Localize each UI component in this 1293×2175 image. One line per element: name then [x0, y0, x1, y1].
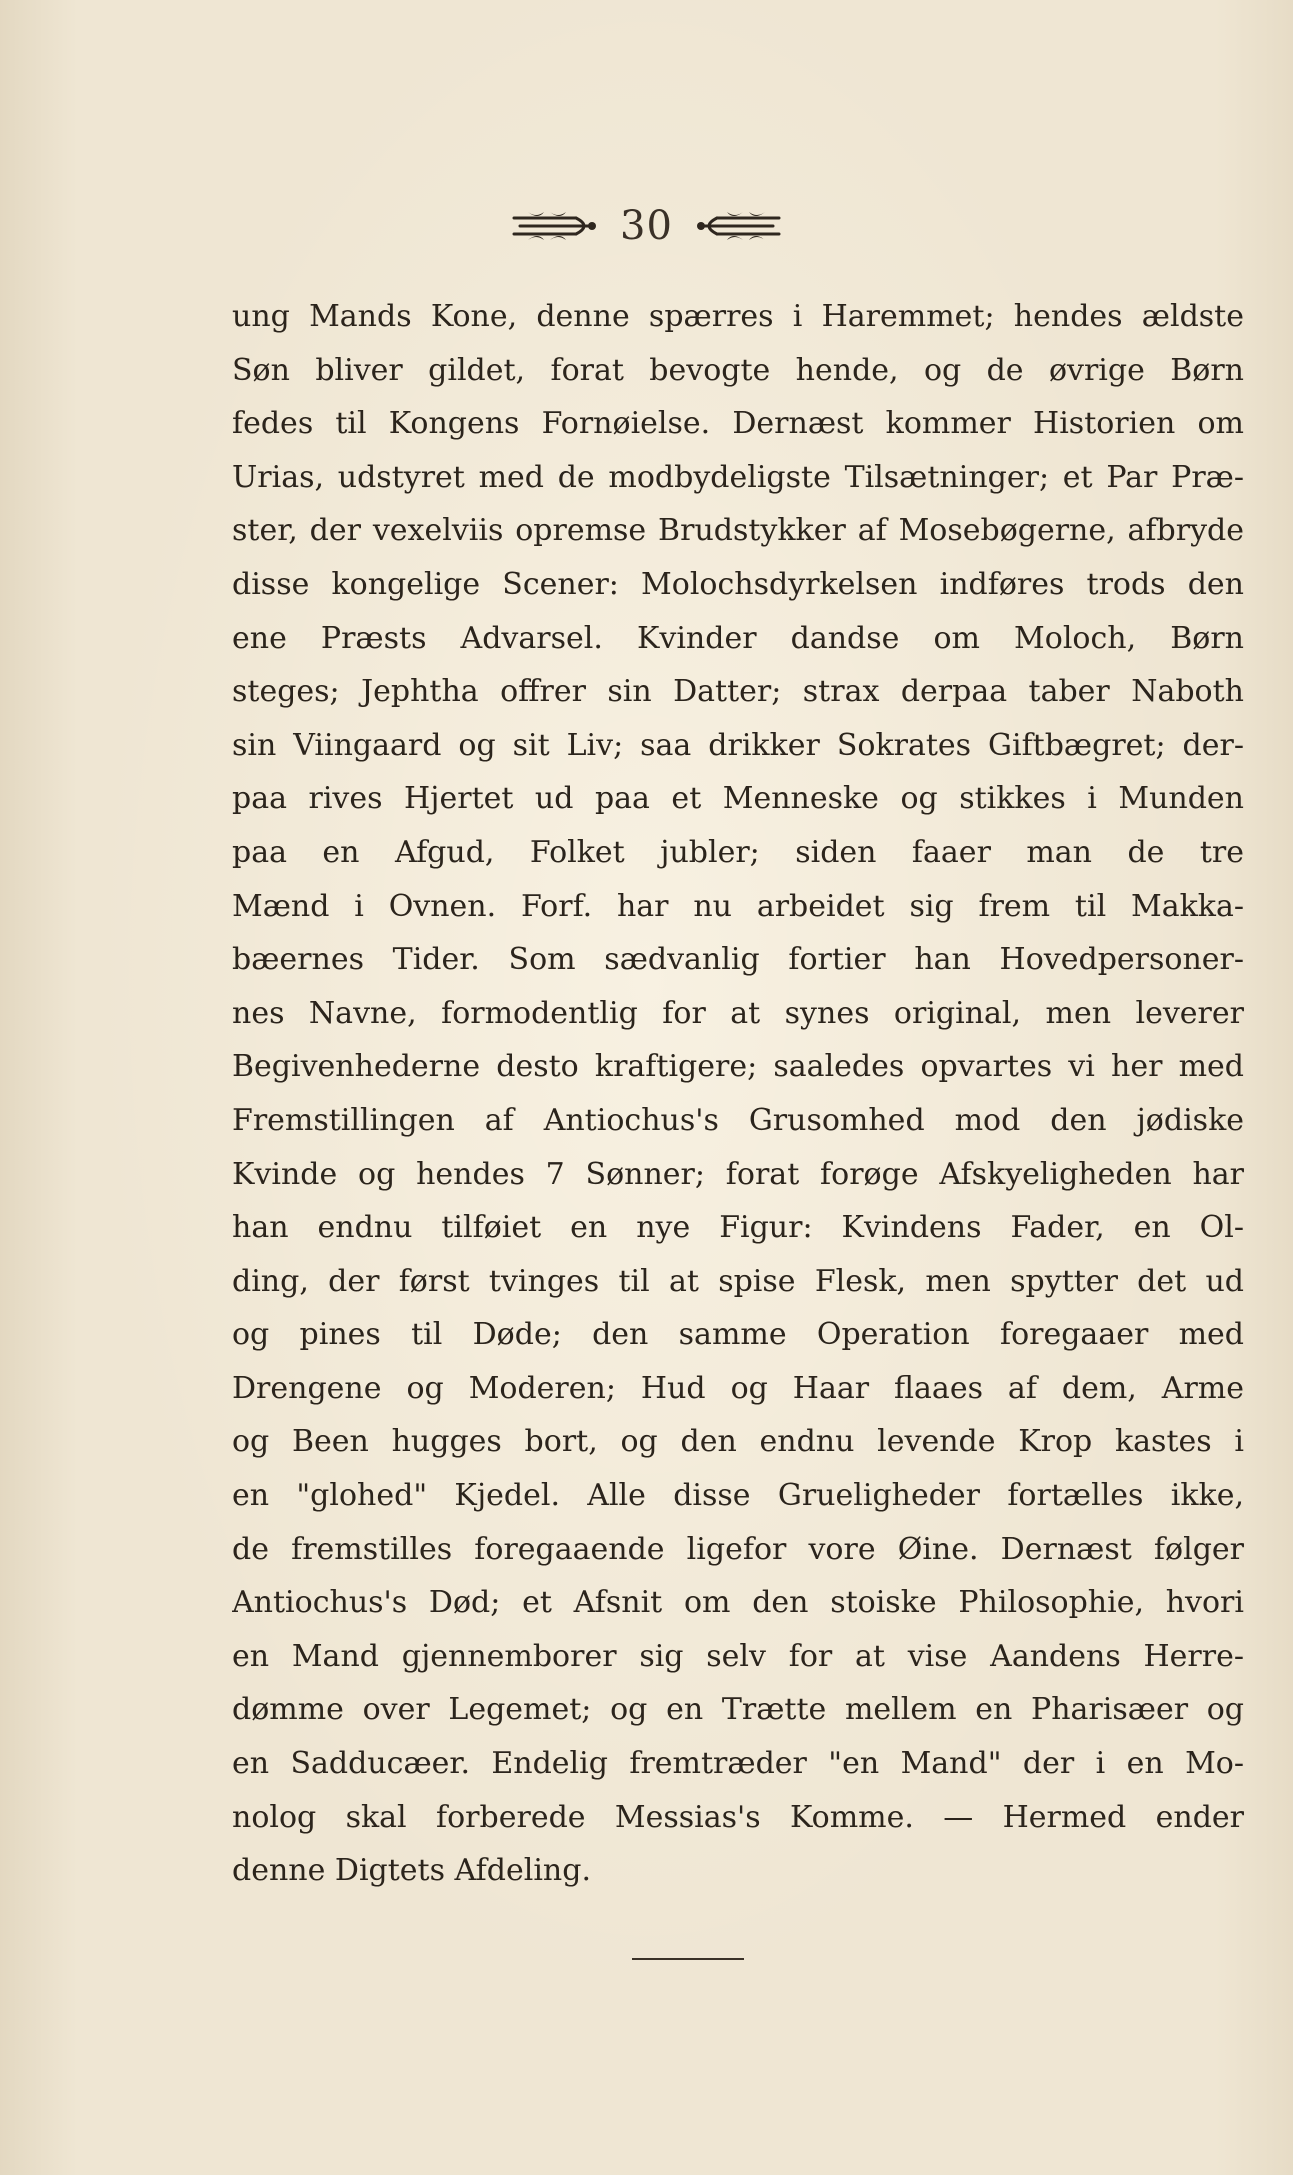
text-line: paa rives Hjertet ud paa et Menneske og stikkes i Munden — [232, 781, 1244, 817]
text-line: Kvinde og hendes 7 Sønner; forat forøge Afskyeligheden har — [232, 1156, 1244, 1192]
fleuron-left-icon — [506, 206, 602, 246]
text-line: de fremstilles foregaaende ligefor vore Øine. Dernæst følger — [232, 1531, 1244, 1567]
text-line: bæernes Tider. Som sædvanlig fortier han Hovedpersoner- — [232, 942, 1244, 978]
text-line: nolog skal forberede Messias's Komme. — Hermed ender — [232, 1799, 1244, 1835]
text-line: Mænd i Ovnen. Forf. har nu arbeidet sig frem til Makka- — [232, 888, 1244, 924]
text-line: Drengene og Moderen; Hud og Haar flaaes af dem, Arme — [232, 1370, 1244, 1406]
text-line: disse kongelige Scener: Molochsdyrkelsen indføres trods den — [232, 566, 1244, 602]
text-line: ding, der først tvinges til at spise Flesk, men spytter det ud — [232, 1263, 1244, 1299]
text-line: Antiochus's Død; et Afsnit om den stoiske Philosophie, hvori — [232, 1585, 1244, 1621]
text-line: en Mand gjennemborer sig selv for at vise Aandens Herre- — [232, 1638, 1244, 1674]
page-header — [0, 198, 1293, 254]
fleuron-right-icon — [691, 206, 787, 246]
body-text — [232, 290, 1244, 1898]
text-line: fedes til Kongens Fornøielse. Dernæst kommer Historien om — [232, 406, 1244, 442]
text-line: sin Viingaard og sit Liv; saa drikker Sokrates Giftbægret; der- — [232, 727, 1244, 763]
text-line: nes Navne, formodentlig for at synes original, men leverer — [232, 995, 1244, 1031]
text-line: og Been hugges bort, og den endnu levende Krop kastes i — [232, 1424, 1244, 1460]
text-line: en "glohed" Kjedel. Alle disse Grueligheder fortælles ikke, — [232, 1478, 1244, 1514]
text-line: ene Præsts Advarsel. Kvinder dandse om Moloch, Børn — [232, 620, 1244, 656]
text-line: steges; Jephtha offrer sin Datter; strax derpaa taber Naboth — [232, 674, 1244, 710]
text-line: Urias, udstyret med de modbydeligste Tilsætninger; et Par Præ- — [232, 459, 1244, 495]
text-line: paa en Afgud, Folket jubler; siden faaer man de tre — [232, 834, 1244, 870]
text-line: Begivenhederne desto kraftigere; saaledes opvartes vi her med — [232, 1049, 1244, 1085]
text-line: en Sadducæer. Endelig fremtræder "en Mand" der i en Mo- — [232, 1746, 1244, 1782]
text-line: Søn bliver gildet, forat bevogte hende, og de øvrige Børn — [232, 352, 1244, 388]
text-line: denne Digtets Afdeling. — [232, 1853, 591, 1889]
text-line: Fremstillingen af Antiochus's Grusomhed mod den jødiske — [232, 1102, 1244, 1138]
text-line: ung Mands Kone, denne spærres i Haremmet; hendes ældste — [232, 299, 1244, 334]
text-line: dømme over Legemet; og en Trætte mellem en Pharisæer og — [232, 1692, 1244, 1728]
text-line: han endnu tilføiet en nye Figur: Kvindens Fader, en Ol- — [232, 1210, 1244, 1246]
page-number: 30 — [620, 203, 673, 249]
text-line: og pines til Døde; den samme Operation foregaaer med — [232, 1317, 1244, 1353]
section-divider — [632, 1958, 744, 1960]
text-line: ster, der vexelviis opremse Brudstykker af Mosebøgerne, afbryde — [232, 513, 1244, 549]
